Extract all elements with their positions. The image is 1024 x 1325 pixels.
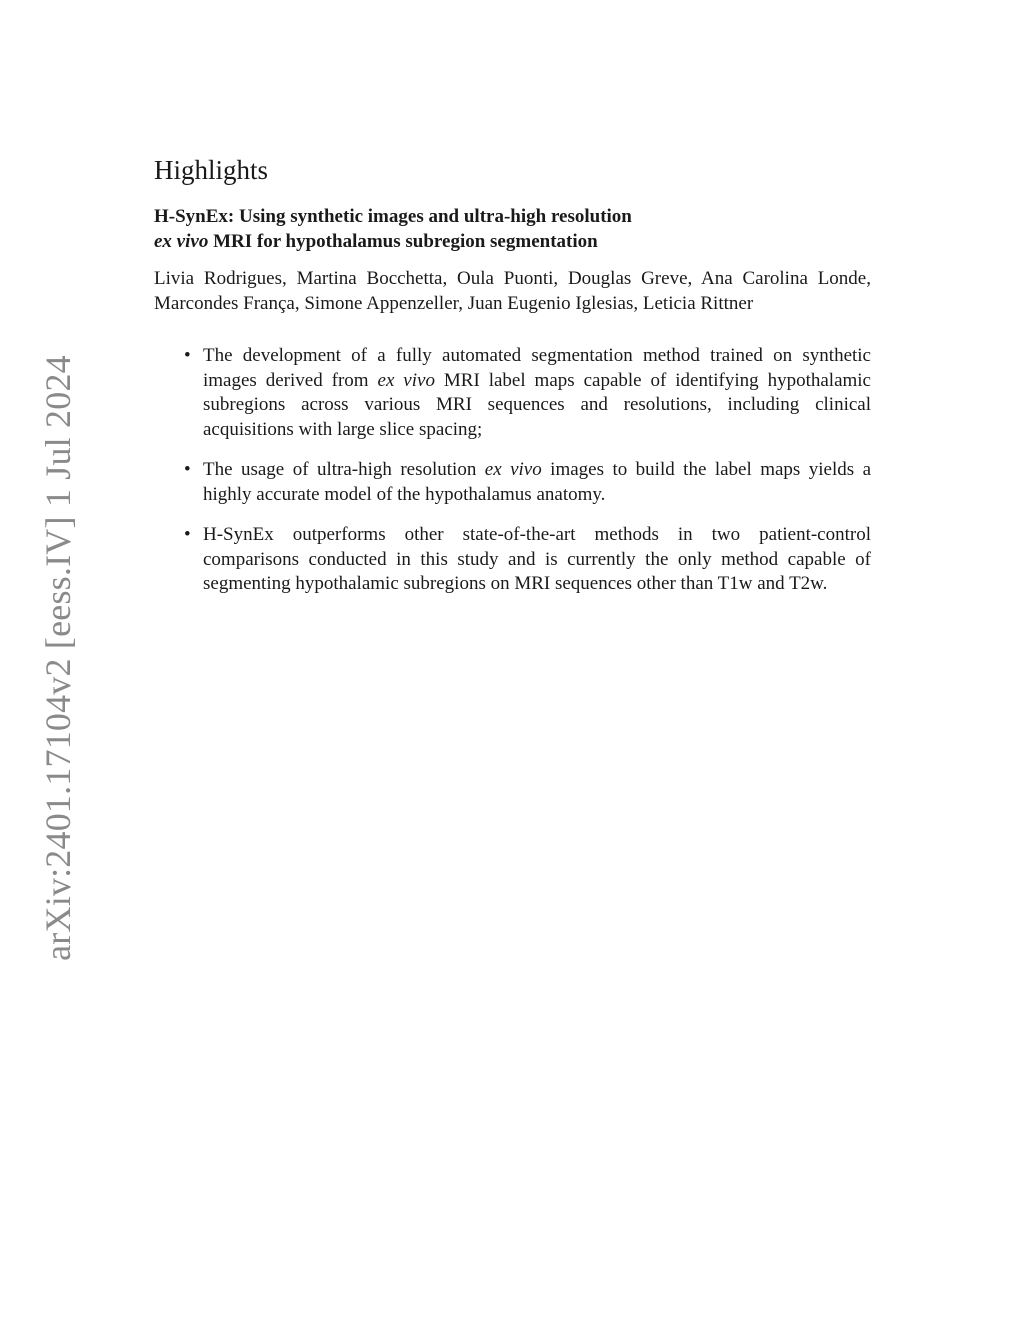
highlight-italic: ex vivo — [377, 369, 435, 391]
paper-title-line-2 — [154, 229, 871, 254]
bullet-icon: • — [184, 524, 191, 545]
paper-title-line-1: H-SynEx: Using synthetic images and ultra-high resolution — [154, 206, 632, 227]
highlight-item — [154, 344, 871, 442]
author-list: Livia Rodrigues, Martina Bocchetta, Oula Puonti, Douglas Greve, Ana Carolina Londe, Marcondes França, Simone Appenzeller, Juan Eugenio Iglesias, Leticia Rittner — [154, 268, 871, 314]
paper-title-italic: ex vivo — [154, 231, 209, 252]
arxiv-identifier-stamp: arXiv:2401.17104v2 [eess.IV] 1 Jul 2024 — [38, 355, 78, 961]
highlight-item — [154, 458, 871, 507]
highlight-text: The development of a fully automated segmentation method trained on synthetic images derived from — [203, 345, 871, 391]
highlights-page — [154, 150, 871, 613]
highlight-italic: ex vivo — [484, 459, 542, 480]
highlight-text-cont: MRI label maps capable of identifying hypothalamic subregions across various MRI sequences and resolutions, including clinical acquisitions with large slice spacing; — [203, 369, 871, 440]
highlight-list — [154, 344, 871, 597]
paper-title — [154, 204, 871, 254]
paper-title-rest: MRI for hypothalamus subregion segmentation — [208, 231, 598, 252]
bullet-icon: • — [184, 459, 191, 480]
highlight-item — [154, 523, 871, 597]
highlights-heading: Highlights — [154, 155, 269, 185]
bullet-icon: • — [184, 345, 191, 366]
highlight-text-cont: images to build the label maps yields a highly accurate model of the hypothalamus anatomy. — [203, 459, 872, 505]
highlight-text: H-SynEx outperforms other state-of-the-art methods in two patient-control comparisons conducted in this study and is currently the only method capable of segmenting hypothalamic subregions on MRI sequences other than T1w and T2w. — [203, 524, 871, 594]
highlight-text: The usage of ultra-high resolution — [203, 459, 485, 480]
